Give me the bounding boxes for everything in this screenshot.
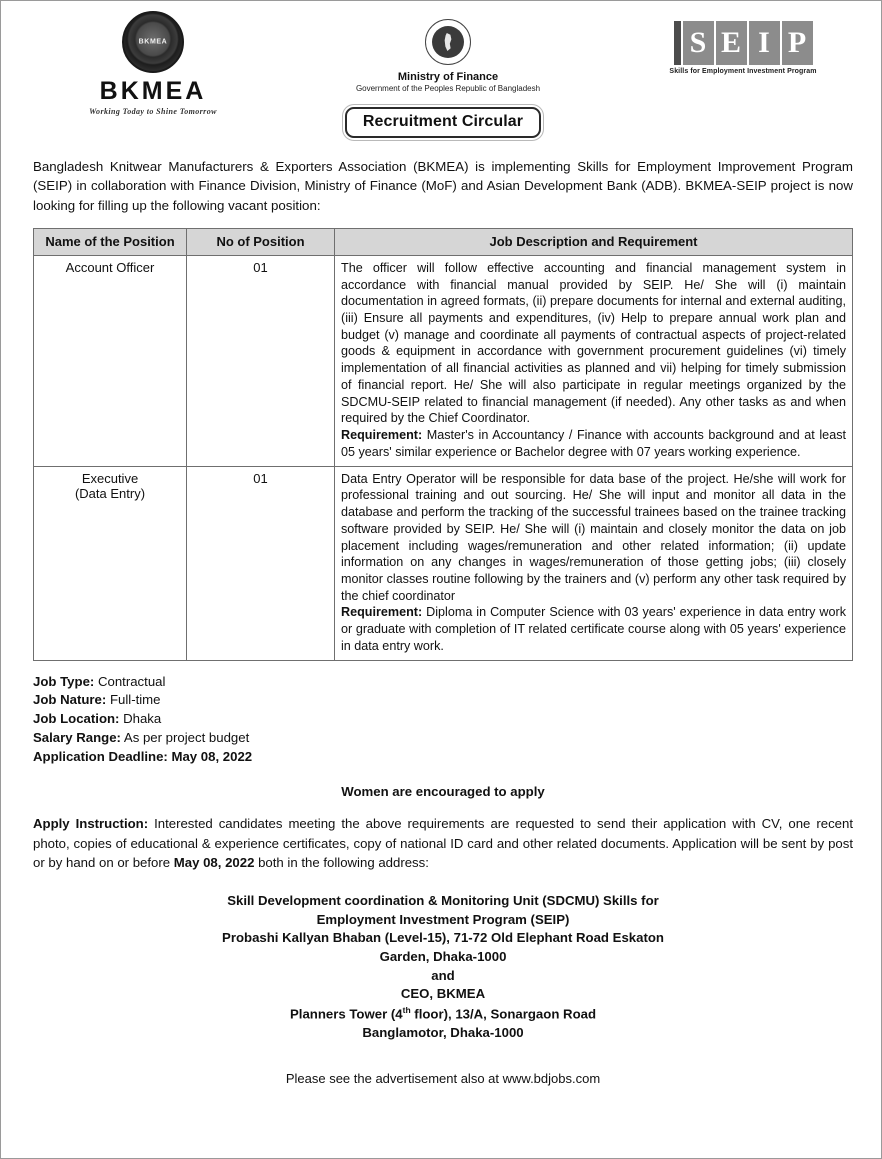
seip-letter-p: P (782, 21, 813, 65)
requirement-text: Diploma in Computer Science with 03 years' experience in data entry work or graduate with completion of IT related certificate course along with 05 years' experience in data entry work. (341, 605, 846, 653)
page-title: Recruitment Circular (345, 107, 541, 138)
position-name-line2: (Data Entry) (74, 485, 146, 501)
address-line-2: Employment Investment Program (SEIP) (316, 911, 570, 927)
job-location-label: Job Location: (33, 711, 120, 727)
position-name-line1: Account Officer (65, 259, 155, 275)
bangladesh-government-seal-icon (425, 19, 471, 65)
seip-letter-e: E (716, 21, 747, 65)
address-line-7-post: floor), 13/A, Sonargaon Road (410, 1006, 597, 1022)
job-type-label: Job Type: (33, 673, 95, 689)
address-line-8: Banglamotor, Dhaka-1000 (362, 1025, 524, 1041)
ministry-name: Ministry of Finance (397, 71, 499, 83)
intro-paragraph: Bangladesh Knitwear Manufacturers & Exporters Association (BKMEA) is implementing Skills for Employment Improvement Program (SEIP) in collaboration with Finance Division, Ministry of Finance (MoF) and Asian Development Bank (ADB). BKMEA-SEIP project is now looking for filling up the following vacant position: (33, 159, 853, 213)
apply-instruction-text-before: Interested candidates meeting the above requirements are requested to send their application with CV, one recent photo, copies of educational & experience certificates, copy of national ID card and other related documents. Application will be sent by post or by hand on or before (33, 816, 853, 870)
position-name-line1: Executive (81, 470, 139, 486)
women-encouraged-note: Women are encouraged to apply (341, 784, 545, 800)
bkmea-seal-icon (122, 11, 184, 73)
apply-instruction-paragraph (33, 814, 853, 871)
job-description-cell (335, 466, 853, 660)
salary-range-label: Salary Range: (33, 729, 121, 745)
requirement-label: Requirement: (341, 428, 423, 443)
address-line-6: CEO, BKMEA (400, 986, 486, 1002)
address-floor-ordinal-suffix: th (402, 1005, 411, 1016)
job-details-list (33, 673, 853, 767)
requirement-label: Requirement: (341, 605, 423, 620)
table-header-row (34, 228, 853, 255)
address-line-1: Skill Development coordination & Monitoring Unit (SDCMU) Skills for (227, 892, 659, 908)
job-detail-deadline (33, 748, 853, 767)
apply-instruction-label: Apply Instruction: (33, 816, 149, 832)
apply-deadline-date: May 08, 2022 (173, 854, 255, 870)
bkmea-name: BKMEA (99, 77, 207, 105)
address-line-7 (33, 1004, 853, 1024)
seip-logo-block (643, 11, 843, 75)
col-header-description: Job Description and Requirement (335, 228, 853, 255)
bkmea-tagline: Working Today to Shine Tomorrow (89, 107, 217, 116)
job-detail-location (33, 710, 853, 729)
address-block (33, 892, 853, 1043)
job-detail-salary (33, 729, 853, 748)
address-line-4: Garden, Dhaka-1000 (379, 948, 507, 964)
ministry-subtitle: Government of the Peoples Republic of Bangladesh (355, 84, 541, 93)
job-detail-nature (33, 691, 853, 710)
logo-header-row (33, 9, 853, 116)
apply-instruction-text-after: both in the following address: (254, 854, 429, 870)
table-row (34, 255, 853, 466)
requirement-text: Master's in Accountancy / Finance with accounts background and at least 05 years' similar experience or Bachelor degree with 07 years working experience. (341, 428, 846, 459)
position-name-cell (34, 466, 187, 660)
ministry-of-finance-logo-block (318, 11, 578, 93)
job-nature-label: Job Nature: (33, 692, 107, 708)
position-name-cell (34, 255, 187, 466)
address-line-3: Probashi Kallyan Bhaban (Level-15), 71-72 Old Elephant Road Eskaton (222, 930, 664, 946)
seip-logo-icon (643, 21, 843, 65)
application-deadline-value: May 08, 2022 (167, 748, 253, 764)
seip-subtitle: Skills for Employment Investment Program (669, 68, 817, 75)
job-description-cell (335, 255, 853, 466)
job-description-text: The officer will follow effective accounting and financial management system in accordance with financial manual provided by SEIP. He/ She will (i) maintain documentation in agreed formats, (ii) prepare documents for internal and external auditing, (iii) Ensure all payments and expenditures, (iv) Help to prepare annual work plan and budget (v) manage and coordinate all payments of contractual aspects of project-related goods & equipment in accordance with government procurement guidelines (vi) timely implementation of all financial activities as planned and vii) helping for timely submission of financial report. He/ She will also participate in regular meetings organized by the SDCMU-SEIP related to financial management (if needed). Any other tasks as and when required by the Chief Coordinator. (341, 260, 846, 426)
job-location-value: Dhaka (119, 711, 162, 727)
table-row (34, 466, 853, 660)
job-nature-value: Full-time (106, 692, 161, 708)
position-count-cell: 01 (187, 466, 335, 660)
address-conjunction: and (431, 967, 455, 983)
vacancy-table (33, 228, 853, 661)
footer-note: Please see the advertisement also at www.bdjobs.com (285, 1071, 601, 1087)
seip-letter-i: I (749, 21, 780, 65)
application-deadline-label: Application Deadline: (33, 748, 168, 764)
salary-range-value: As per project budget (120, 729, 250, 745)
col-header-position: Name of the Position (34, 228, 187, 255)
job-type-value: Contractual (94, 673, 166, 689)
job-detail-type (33, 673, 853, 692)
address-line-7-pre: Planners Tower (4 (289, 1006, 403, 1022)
position-count-cell: 01 (187, 255, 335, 466)
bkmea-logo-block (53, 11, 253, 116)
job-description-text: Data Entry Operator will be responsible for data base of the project. He/she will work for professional training and out sourcing. He/ She will input and monitor all data in the database and perform the tracking of the successful trainees based on the trainee tracking software provided by SEIP. He/ She will (i) maintain and closely monitor the data on job placement including wages/remuneration and other related information; (ii) update information on any changes in wages/remuneration of those getting jobs; (iii) closely monitor classes routine following by the trainers and (v) perform any other task required by the chief coordinator (341, 471, 846, 603)
seip-letter-s: S (683, 21, 714, 65)
col-header-number: No of Position (187, 228, 335, 255)
